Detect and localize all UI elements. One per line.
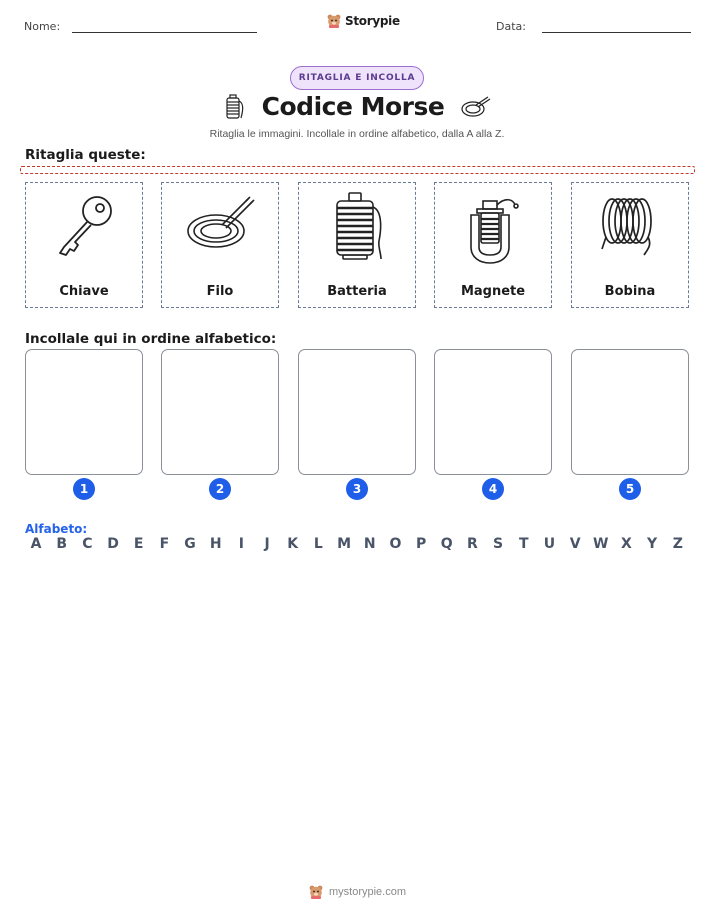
number-badge-2: 2 [209,478,231,500]
cut-card-bobina[interactable] [571,182,689,308]
paste-box-5[interactable] [571,349,689,475]
bear-mascot-icon [326,13,342,29]
alphabet-letter: X [621,536,632,552]
paste-box-4[interactable] [434,349,552,475]
alphabet-letter: L [313,536,323,552]
alphabet-letter: Q [440,536,453,552]
alphabet-letter: F [159,536,170,552]
name-line [72,32,257,33]
coil-icon [596,191,666,267]
number-badge-5: 5 [619,478,641,500]
wire-icon [460,94,492,120]
cut-card-batteria[interactable] [298,182,416,308]
alphabet-letter: H [209,536,222,552]
bear-mascot-icon [308,884,324,900]
paste-box-2[interactable] [161,349,279,475]
page-title: Codice Morse [261,92,445,121]
instructions: Ritaglia le immagini. Incollale in ordine alfabetico, dalla A alla Z. [209,128,505,140]
number-badge-1: 1 [73,478,95,500]
activity-badge: RITAGLIA E INCOLLA [290,66,424,90]
alphabet-row [25,536,689,552]
alphabet-letter: S [493,536,504,552]
card-label: Batteria [327,284,387,299]
name-label: Nome: [24,20,61,33]
footer-site: mystorypie.com [328,886,407,898]
alphabet-letter: P [415,536,427,552]
alphabet-letter: K [287,536,299,552]
alphabet-letter: D [107,536,119,552]
key-icon [50,191,120,267]
alphabet-letter: A [30,536,42,552]
paste-box-1[interactable] [25,349,143,475]
alphabet-heading: Alfabeto: [25,522,88,536]
battery-icon [222,93,246,121]
alphabet-letter: Z [672,536,683,552]
alphabet-letter: V [569,536,581,552]
brand-logo [326,13,400,29]
alphabet-letter: U [543,536,556,552]
number-badge-4: 4 [482,478,504,500]
card-label: Bobina [604,284,656,299]
number-badge-3: 3 [346,478,368,500]
magnet-icon [459,191,529,267]
date-line [542,32,691,33]
card-label: Chiave [59,284,109,299]
battery-icon [323,191,393,267]
alphabet-letter: B [56,536,67,552]
alphabet-letter: I [238,536,244,552]
alphabet-letter: N [363,536,376,552]
paste-box-3[interactable] [298,349,416,475]
cut-card-magnete[interactable] [434,182,552,308]
alphabet-letter: Y [647,536,658,552]
cut-card-filo[interactable] [161,182,279,308]
alphabet-letter: E [133,536,144,552]
alphabet-letter: T [518,536,529,552]
cut-section-heading: Ritaglia queste: [25,147,146,163]
alphabet-letter: J [264,536,270,552]
card-label: Magnete [460,284,526,299]
wire-icon [186,191,256,267]
card-label: Filo [206,284,234,299]
alphabet-letter: R [467,536,478,552]
alphabet-letter: C [82,536,93,552]
cut-line [20,166,695,174]
date-label: Data: [496,20,526,33]
alphabet-letter: G [184,536,196,552]
footer [0,884,714,900]
title-row [0,92,714,121]
brand-name: Storypie [345,14,400,28]
cut-card-chiave[interactable] [25,182,143,308]
alphabet-letter: W [593,536,609,552]
alphabet-letter: M [337,536,352,552]
alphabet-letter: O [389,536,402,552]
paste-section-heading: Incollale qui in ordine alfabetico: [25,331,277,347]
